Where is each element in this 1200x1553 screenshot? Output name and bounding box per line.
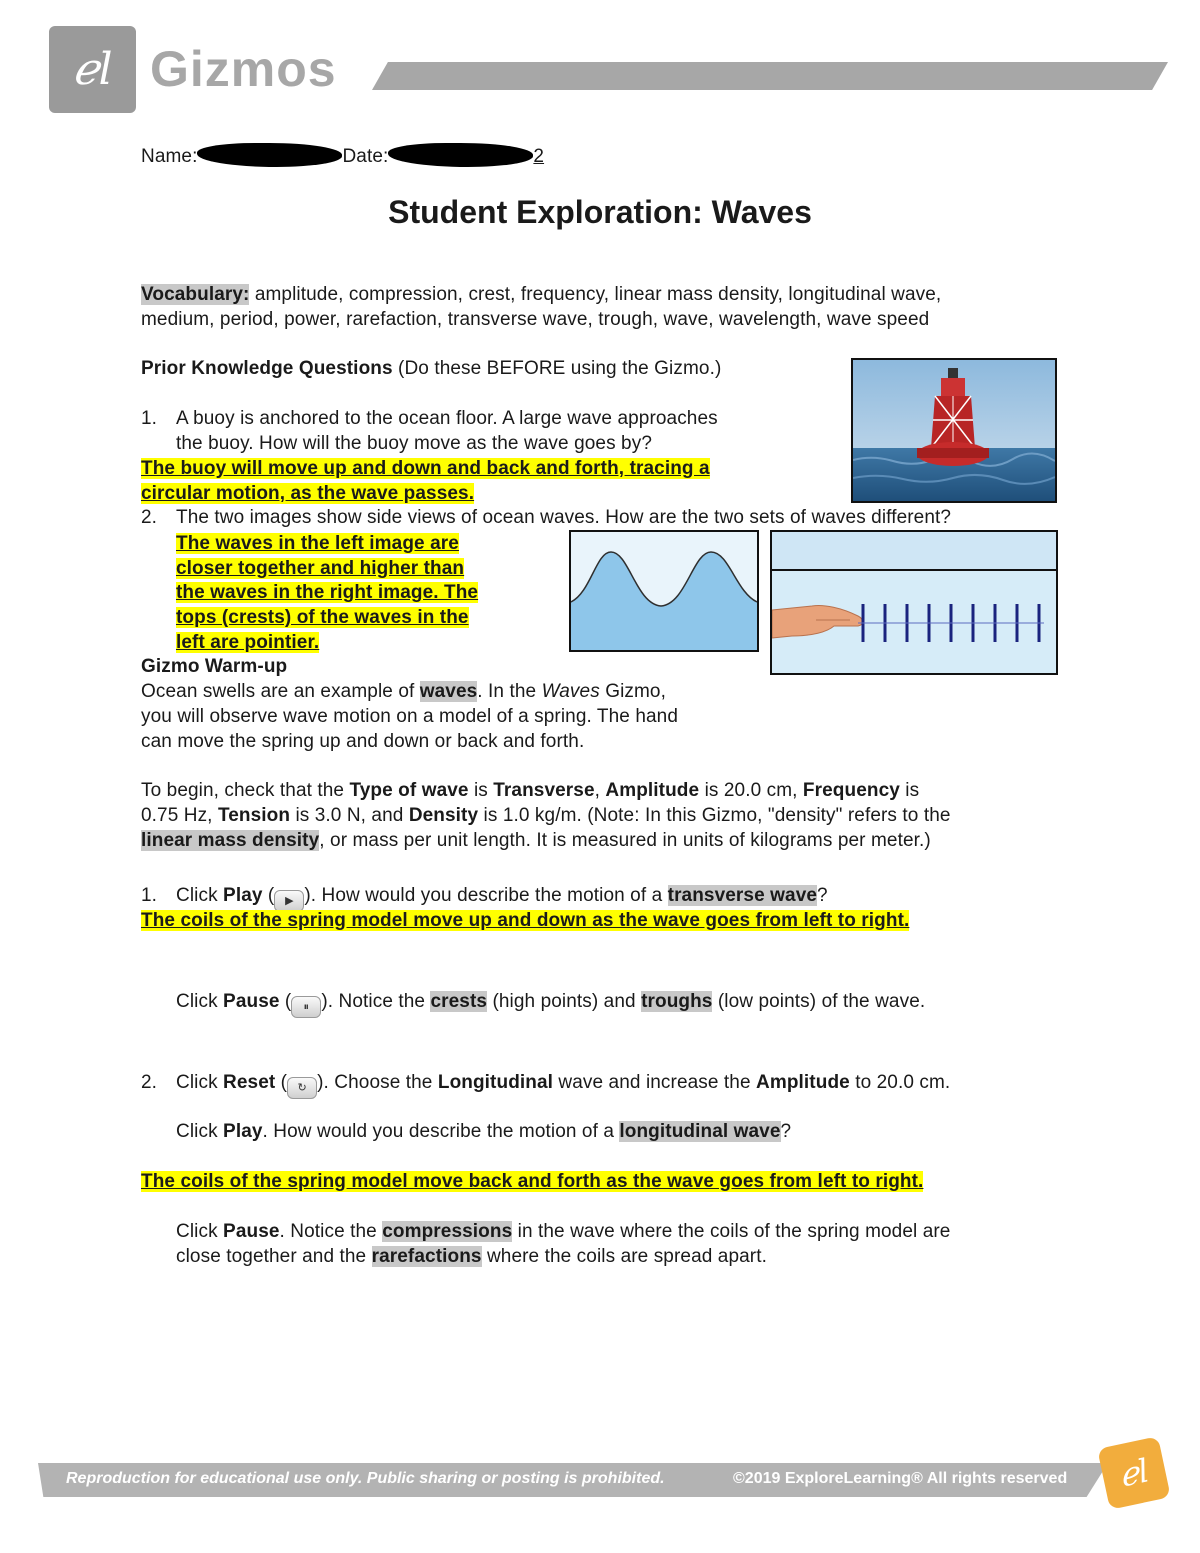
redacted-name [197, 143, 342, 167]
warmup-q2-line [176, 1070, 950, 1099]
text: ? [817, 885, 828, 906]
prior-knowledge-heading-line [141, 356, 721, 381]
text: , [594, 780, 606, 801]
warmup-paragraph-1-line-2: you will observe wave motion on a model of a spring. The hand [141, 706, 678, 727]
page-title: Student Exploration: Waves [388, 194, 812, 230]
setting-amplitude: Amplitude [605, 780, 700, 801]
text: ). Choose the [317, 1072, 438, 1093]
warmup-paragraph-2-line-3 [141, 828, 931, 853]
warmup-q1-number: 1. [141, 885, 158, 906]
left-wave-image [569, 530, 759, 652]
text: is 1.0 kg/m. (Note: In this Gizmo, "density" refers to the [478, 805, 951, 826]
q1-number: 1. [141, 408, 158, 429]
warmup-q2-pause-line-2 [176, 1244, 767, 1269]
q2-number: 2. [141, 507, 158, 528]
warmup-q1-pause-line [176, 989, 925, 1018]
warmup-text: Ocean swells are an example of [141, 681, 420, 702]
play-icon: ▶ [274, 890, 304, 912]
pause-icon: ⏸ [291, 996, 321, 1018]
warmup-text: Gizmo, [599, 681, 666, 702]
answer-2-line-3 [176, 580, 478, 605]
text: To begin, check that the [141, 780, 350, 801]
text: is [468, 780, 494, 801]
footer-logo: ℯl [1097, 1436, 1171, 1510]
text: Click [176, 1072, 224, 1093]
warmup-q2-play-line [176, 1119, 791, 1144]
answer-2-line-1 [176, 531, 459, 556]
text: (low points) of the wave. [712, 991, 926, 1012]
redacted-date [388, 143, 533, 167]
text: Click [176, 1121, 224, 1142]
setting-amplitude: Amplitude [756, 1072, 850, 1093]
setting-density: Density [408, 805, 479, 826]
answer-1-text-1: The buoy will move up and down and back and forth, tracing a [141, 458, 710, 479]
text: Click [176, 1221, 224, 1242]
pause-label: Pause [223, 991, 280, 1012]
prior-knowledge-note: (Do these BEFORE using the Gizmo.) [392, 358, 722, 379]
setting-frequency: Frequency [802, 780, 900, 801]
answer-1-line-2 [141, 481, 474, 506]
term-transverse-wave: transverse wave [667, 885, 818, 906]
explorelearning-logo: ℯl [49, 26, 136, 113]
text: wave and increase the [553, 1072, 757, 1093]
text: ( [262, 885, 275, 906]
text: close together and the [176, 1246, 372, 1267]
vocabulary-terms-2: medium, period, power, rarefaction, transverse wave, trough, wave, wavelength, wave speed [141, 309, 930, 330]
q1-text-2: the buoy. How will the buoy move as the wave goes by? [176, 433, 652, 454]
setting-longitudinal: Longitudinal [437, 1072, 554, 1093]
footer-disclaimer: Reproduction for educational use only. Public sharing or posting is prohibited. [66, 1470, 665, 1487]
term-waves: waves [419, 681, 478, 702]
buoy-photo [851, 358, 1057, 503]
answer-2-line-2 [176, 556, 464, 581]
setting-tension: Tension [217, 805, 291, 826]
warmup-paragraph-1-line-1 [141, 679, 666, 704]
footer-copyright: ©2019 ExploreLearning® All rights reserved [733, 1470, 1068, 1487]
setting-type-of-wave: Type of wave [349, 780, 469, 801]
text: . How would you describe the motion of a [262, 1121, 620, 1142]
text: ). How would you describe the motion of a [304, 885, 668, 906]
warmup-q2-pause-line-1 [176, 1219, 950, 1244]
text: ? [780, 1121, 792, 1142]
text: Click [176, 885, 224, 906]
answer-2-text-1: The waves in the left image are [176, 533, 459, 554]
text: where the coils are spread apart. [481, 1246, 767, 1267]
warmup-paragraph-2-line-2 [141, 803, 951, 828]
gizmos-brand-title: Gizmos [150, 41, 337, 97]
text: ( [279, 991, 292, 1012]
text: ). Notice the [321, 991, 431, 1012]
answer-2-text-4: tops (crests) of the waves in the [176, 607, 469, 628]
warmup-text: . In the [477, 681, 542, 702]
setting-transverse: Transverse [493, 780, 595, 801]
name-date-line [141, 143, 544, 169]
term-longitudinal-wave: longitudinal wave [619, 1121, 781, 1142]
q1-text-1: A buoy is anchored to the ocean floor. A large wave approaches [176, 408, 718, 429]
pause-label: Pause [223, 1221, 280, 1242]
date-label: Date: [342, 146, 389, 167]
prior-knowledge-heading: Prior Knowledge Questions [141, 358, 393, 379]
text: Click [176, 991, 224, 1012]
warmup-answer-2-text: The coils of the spring model move back and forth as the wave goes from left to right. [141, 1171, 924, 1192]
q2-text: The two images show side views of ocean waves. How are the two sets of waves different? [176, 507, 952, 528]
play-label: Play [223, 1121, 263, 1142]
warmup-answer-1-text: The coils of the spring model move up and down as the wave goes from left to right. [141, 910, 910, 931]
text: . Notice the [279, 1221, 383, 1242]
term-linear-mass-density: linear mass density [141, 830, 320, 851]
reset-label: Reset [223, 1072, 276, 1093]
answer-2-line-4 [176, 605, 469, 630]
answer-2-line-5 [176, 630, 319, 655]
reset-icon: ↻ [287, 1077, 317, 1099]
vocabulary-line-1 [141, 282, 941, 307]
text: is 20.0 cm, [699, 780, 803, 801]
text: is [899, 780, 920, 801]
header-decorative-bar [372, 62, 1168, 90]
vocabulary-label: Vocabulary: [141, 284, 250, 305]
answer-1-text-2: circular motion, as the wave passes. [141, 483, 475, 504]
vocabulary-terms-1: amplitude, compression, crest, frequency, linear mass density, longitudinal wave, [249, 284, 942, 305]
text: ( [275, 1072, 288, 1093]
answer-2-text-5: left are pointier. [176, 632, 320, 653]
text: in the wave where the coils of the spring model are [512, 1221, 951, 1242]
term-compressions: compressions [382, 1221, 513, 1242]
term-crests: crests [430, 991, 488, 1012]
gizmo-name: Waves [541, 681, 600, 702]
answer-2-text-3: the waves in the right image. The [176, 582, 479, 603]
text: to 20.0 cm. [849, 1072, 951, 1093]
text: (high points) and [487, 991, 642, 1012]
warmup-heading: Gizmo Warm-up [141, 656, 288, 677]
warmup-paragraph-1-line-3: can move the spring up and down or back and forth. [141, 731, 585, 752]
answer-2-text-2: closer together and higher than [176, 558, 465, 579]
warmup-answer-2 [141, 1169, 923, 1194]
play-label: Play [223, 885, 263, 906]
text: 0.75 Hz, [141, 805, 218, 826]
warmup-paragraph-2-line-1 [141, 778, 919, 803]
warmup-q2-number: 2. [141, 1072, 158, 1093]
term-troughs: troughs [641, 991, 713, 1012]
term-rarefactions: rarefactions [371, 1246, 482, 1267]
name-label: Name: [141, 146, 198, 167]
spring-model-image [770, 530, 1058, 675]
text: , or mass per unit length. It is measured in units of kilograms per meter.) [319, 830, 931, 851]
warmup-answer-1 [141, 908, 909, 933]
text: is 3.0 N, and [290, 805, 409, 826]
date-tail: 2 [533, 146, 545, 167]
answer-1-line-1 [141, 456, 710, 481]
